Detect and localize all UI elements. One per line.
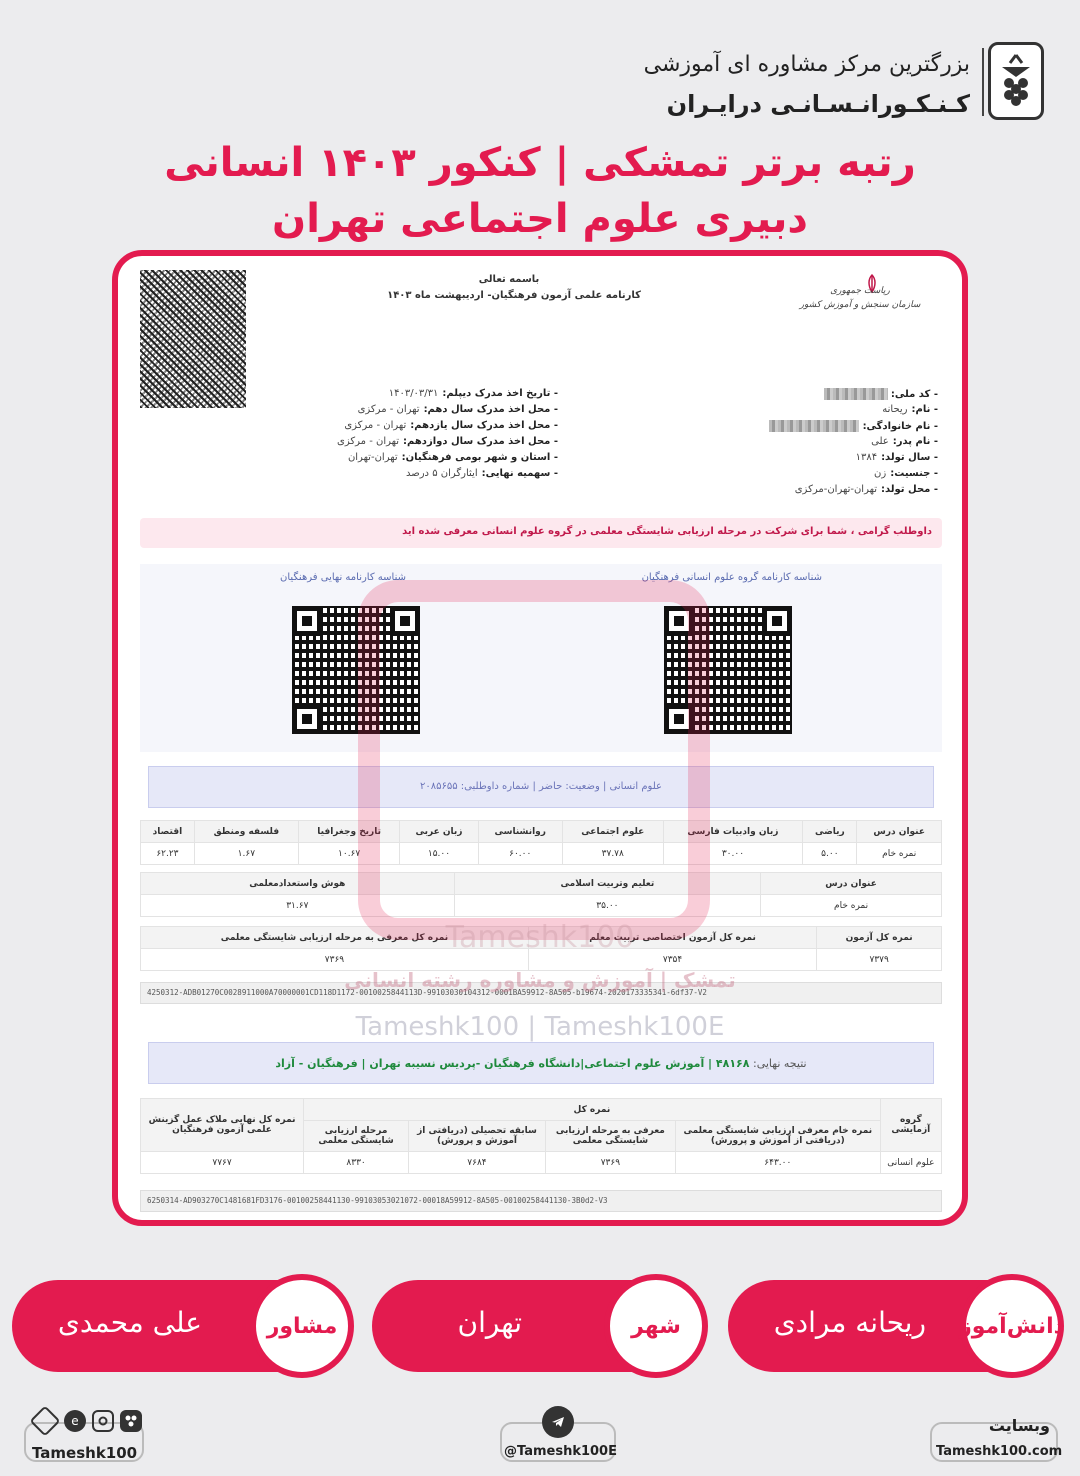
- redacted-value: [824, 388, 888, 400]
- city-pill: [372, 1280, 702, 1372]
- field-value: ریحانه: [882, 404, 908, 415]
- final-result: [148, 1042, 934, 1084]
- report-card-frame: [112, 250, 968, 1226]
- table-header: تعلیم وتربیت اسلامی: [454, 873, 761, 895]
- org-line2: سازمان سنجش و آموزش کشور: [799, 300, 921, 310]
- table-cell: ۳۷.۷۸: [562, 843, 663, 865]
- doc-title: کارنامه علمی آزمون فرهنگیان- اردیبهشت ماه ۱۴۰۳: [387, 290, 641, 301]
- student-pill: [728, 1280, 1065, 1372]
- table-cell: ۷۳۷۹: [817, 949, 942, 971]
- table-header: روانشناسی: [478, 821, 562, 843]
- field-label: - نام خانوادگی:: [862, 421, 938, 432]
- field-value: تهران - مرکزی: [344, 420, 407, 431]
- result-value: ۴۸۱۶۸ | آموزش علوم اجتماعی|دانشگاه فرهنگیان -پردیس نسیبه تهران | فرهنگیان - آزاد: [275, 1057, 750, 1070]
- student-label: دانش‌آموز: [960, 1274, 1064, 1378]
- diploma-info: [337, 388, 558, 484]
- qr-finder: [664, 606, 694, 636]
- telegram-icon[interactable]: [542, 1406, 574, 1438]
- field-label: - جنسیت:: [890, 468, 938, 479]
- table-header: نمره کل آزمون: [817, 927, 942, 949]
- qr-finder: [390, 606, 420, 636]
- table-cell: ۳۵.۰۰: [454, 895, 761, 917]
- raspberry-icon: [996, 53, 1036, 109]
- table-cell: ۷۶۸۴: [409, 1152, 546, 1174]
- general-scores-table: [140, 872, 942, 917]
- telegram-handle[interactable]: @Tameshk100E: [504, 1444, 617, 1459]
- table-cell: ۳۱.۶۷: [141, 895, 455, 917]
- table-header: مرحله ارزیابی شایستگی معلمی: [304, 1121, 409, 1152]
- field-value: ۱۳۸۴: [855, 452, 878, 463]
- table-header: عنوان درس: [761, 873, 942, 895]
- table-header: نمره کل: [304, 1099, 881, 1121]
- watermark-social: Tameshk100 | Tameshk100E: [355, 1012, 725, 1042]
- qr-finder: [292, 704, 322, 734]
- advisor-pill: [12, 1280, 348, 1372]
- personal-info: [769, 388, 938, 500]
- notice-banner: داوطلب گرامی ، شما برای شرکت در مرحله ارزیابی شایستگی معلمی در گروه علوم انسانی معرفی شده اید: [140, 518, 942, 548]
- table-header: نمره کل نهایی ملاک عمل گزینش علمی آزمون فرهنگیان: [141, 1099, 304, 1152]
- field-value: ایثارگران ۵ درصد: [405, 468, 478, 479]
- bale-icon[interactable]: [120, 1410, 142, 1432]
- field-label: - سال تولد:: [881, 452, 938, 463]
- city-label: شهر: [604, 1274, 708, 1378]
- instagram-icon[interactable]: [92, 1410, 114, 1432]
- watermark-slogan: تمشک | آموزش و مشاوره رشته انسانی: [344, 968, 736, 992]
- verification-hash: 6250314-AD903270C1481681FD3176-00100258441130-99103053021072-00018A59912-8A505-00100258441130-3B0d2-V3: [140, 1190, 942, 1212]
- result-label: نتیجه نهایی:: [752, 1057, 807, 1070]
- table-cell: ۶۲.۲۳: [141, 843, 195, 865]
- field-value: تهران-تهران-مرکزی: [794, 484, 877, 495]
- verification-hash: 4250312-ADB01270C0028911000A70000001CD118D1172-0010025844113D-99103030104312-0001BA59912-8A505-b19674-2020173335341-6df37-V2: [140, 982, 942, 1004]
- field-label: - محل اخذ مدرک سال یازدهم:: [410, 420, 558, 431]
- table-header: تاریخ وجغرافیا: [298, 821, 400, 843]
- table-header: علوم اجتماعی: [562, 821, 663, 843]
- qr-panel: [140, 564, 942, 752]
- table-cell: ۳۰.۰۰: [663, 843, 803, 865]
- brand-logo: [988, 42, 1044, 120]
- field-label: - تاریخ اخذ مدرک دیپلم:: [442, 388, 558, 399]
- table-cell: ۷۳۵۴: [528, 949, 816, 971]
- city-name: تهران: [457, 1306, 522, 1339]
- qr-finder: [292, 606, 322, 636]
- table-header: عنوان درس: [857, 821, 942, 843]
- qr-finder: [664, 704, 694, 734]
- table-header: نمره خام معرفی ارزیابی شایستگی معلمی (دریافتی از آموزش و پرورش): [675, 1121, 880, 1152]
- field-label: - کد ملی:: [890, 389, 938, 400]
- report-card: [134, 264, 948, 1214]
- brand-tagline: بزرگترین مرکز مشاوره ای آموزشی: [643, 52, 970, 77]
- qr-code-group: [664, 606, 792, 734]
- table-cell: ۶۴۳.۰۰: [675, 1152, 880, 1174]
- website-label: وبسایت: [988, 1416, 1050, 1435]
- final-scores-table: [140, 1098, 942, 1174]
- table-header: ریاضی: [803, 821, 857, 843]
- table-cell: ۱۰.۶۷: [298, 843, 400, 865]
- table-cell: نمره خام: [761, 895, 942, 917]
- advisor-name: علی محمدی: [57, 1306, 202, 1339]
- table-cell: ۱.۶۷: [194, 843, 298, 865]
- candidate-status: علوم انسانی | وضعیت: حاضر | شماره داوطلبی: ۲۰۸۵۶۵۵: [148, 766, 934, 808]
- qr-finder: [762, 606, 792, 636]
- field-value: زن: [874, 468, 887, 479]
- page-subtitle: دبیری علوم اجتماعی تهران: [272, 196, 808, 242]
- table-header: اقتصاد: [141, 821, 195, 843]
- table-cell: نمره خام: [857, 843, 942, 865]
- student-name: ریحانه مرادی: [773, 1306, 926, 1339]
- table-header: نمره کل آزمون اختصاصی تربیت معلم: [528, 927, 816, 949]
- doc-bismillah: باسمه تعالی: [478, 274, 540, 285]
- table-cell: علوم انسانی: [880, 1152, 941, 1174]
- qr-label-group: شناسه کارنامه گروه علوم انسانی فرهنگیان: [641, 572, 822, 583]
- table-cell: ۷۳۶۹: [141, 949, 529, 971]
- brand-divider: [982, 48, 984, 116]
- watermark-org: Tameshk100: [445, 920, 635, 955]
- table-header: زبان وادبیات فارسی: [663, 821, 803, 843]
- field-label: - نام:: [911, 404, 938, 415]
- qr-label-final: شناسه کارنامه نهایی فرهنگیان: [280, 572, 406, 583]
- field-label: - سهمیه نهایی:: [481, 468, 558, 479]
- org-line1: ریاست جمهوری: [830, 286, 890, 296]
- photo-placeholder: [140, 270, 246, 408]
- field-value: تهران - مرکزی: [337, 436, 400, 447]
- social-handle[interactable]: Tameshk100: [32, 1444, 138, 1462]
- table-cell: ۶۰.۰۰: [478, 843, 562, 865]
- subject-scores-table: [140, 820, 942, 865]
- table-cell: ۱۵.۰۰: [400, 843, 478, 865]
- page-title: رتبه برتر تمشکی | کنکور ۱۴۰۳ انسانی: [164, 140, 916, 186]
- advisor-label: مشاور: [250, 1274, 354, 1378]
- website-link[interactable]: Tameshk100.com: [936, 1444, 1063, 1459]
- qr-code-final: [292, 606, 420, 734]
- table-cell: ۵.۰۰: [803, 843, 857, 865]
- field-value: تهران - مرکزی: [357, 404, 420, 415]
- eitaa-icon[interactable]: e: [64, 1410, 86, 1432]
- field-value: ۱۴۰۳/۰۳/۳۱: [388, 388, 439, 399]
- table-header: گروه آزمایشی: [880, 1099, 941, 1152]
- table-header: فلسفه ومنطق: [194, 821, 298, 843]
- brand-name: کـنـکـورانـسـانـی درایـران: [666, 90, 970, 118]
- field-value: تهران-تهران: [347, 452, 398, 463]
- table-header: هوش واستعدادمعلمی: [141, 873, 455, 895]
- table-cell: ۸۳۳۰: [304, 1152, 409, 1174]
- total-scores-table: [140, 926, 942, 971]
- table-header: معرفی به مرحله ارزیابی شایستگی معلمی: [545, 1121, 675, 1152]
- table-header: سابقه تحصیلی (دریافتی از آموزش و پرورش): [409, 1121, 546, 1152]
- field-label: - نام پدر:: [892, 436, 938, 447]
- redacted-value: [769, 420, 859, 432]
- table-cell: ۷۷۶۷: [141, 1152, 304, 1174]
- table-cell: ۷۳۶۹: [545, 1152, 675, 1174]
- table-header: نمره کل معرفی به مرحله ارزیابی شایستگی معلمی: [141, 927, 529, 949]
- field-label: - استان و شهر بومی فرهنگیان:: [401, 452, 558, 463]
- field-label: - محل اخذ مدرک سال دوازدهم:: [403, 436, 558, 447]
- table-header: زبان عربی: [400, 821, 478, 843]
- field-label: - محل تولد:: [881, 484, 938, 495]
- field-value: علی: [871, 436, 889, 447]
- field-label: - محل اخذ مدرک سال دهم:: [423, 404, 558, 415]
